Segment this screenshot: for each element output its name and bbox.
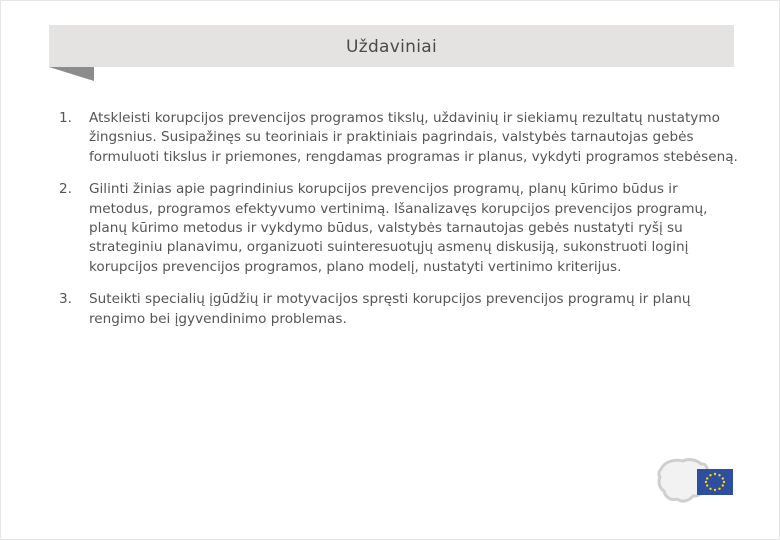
item-text: Suteikti specialių įgūdžių ir motyvacijos spręsti korupcijos prevencijos programų ir planų rengimo bei įgyvendinimo problemas.: [89, 291, 691, 327]
list-item: [59, 290, 739, 329]
title-bar: [49, 25, 734, 67]
item-number: 1.: [59, 110, 72, 126]
title-tab-decoration: [49, 67, 94, 81]
item-number: 3.: [59, 291, 72, 308]
list-item: [59, 109, 739, 167]
item-text: Atskleisti korupcijos prevencijos programos tikslų, uždavinių ir siekiamų rezultatų nustatymo žingsnius. Susipažinęs su teoriniais ir praktiniais pagrindais, valstybės tarnautojas gebės formuluoti tikslus ir priemones, rengdamas programas ir planus, vykdyti programos stebėseną.: [89, 110, 738, 165]
item-text: Gilinti žinias apie pagrindinius korupcijos prevencijos programų, planų kūrimo būdus ir metodus, programos efektyvumo vertinimą. Išanalizavęs korupcijos prevencijos programų, planų kūrimo metodus ir vykdymo būdus, valstybės tarnautojas gebės nustatyti ryšį su strateginiu planavimu, organizuoti suinteresuotųjų asmenų diskusiją, sukonstruoti loginį korupcijos prevencijos programos, plano modelį, nustatyti vertinimo kriterijus.: [89, 181, 708, 275]
objectives-list: [59, 109, 739, 342]
item-number: 2.: [59, 181, 72, 198]
lithuania-map-eu-flag-icon: [655, 455, 737, 509]
slide-title: Uždaviniai: [346, 37, 437, 57]
list-item: [59, 180, 739, 277]
